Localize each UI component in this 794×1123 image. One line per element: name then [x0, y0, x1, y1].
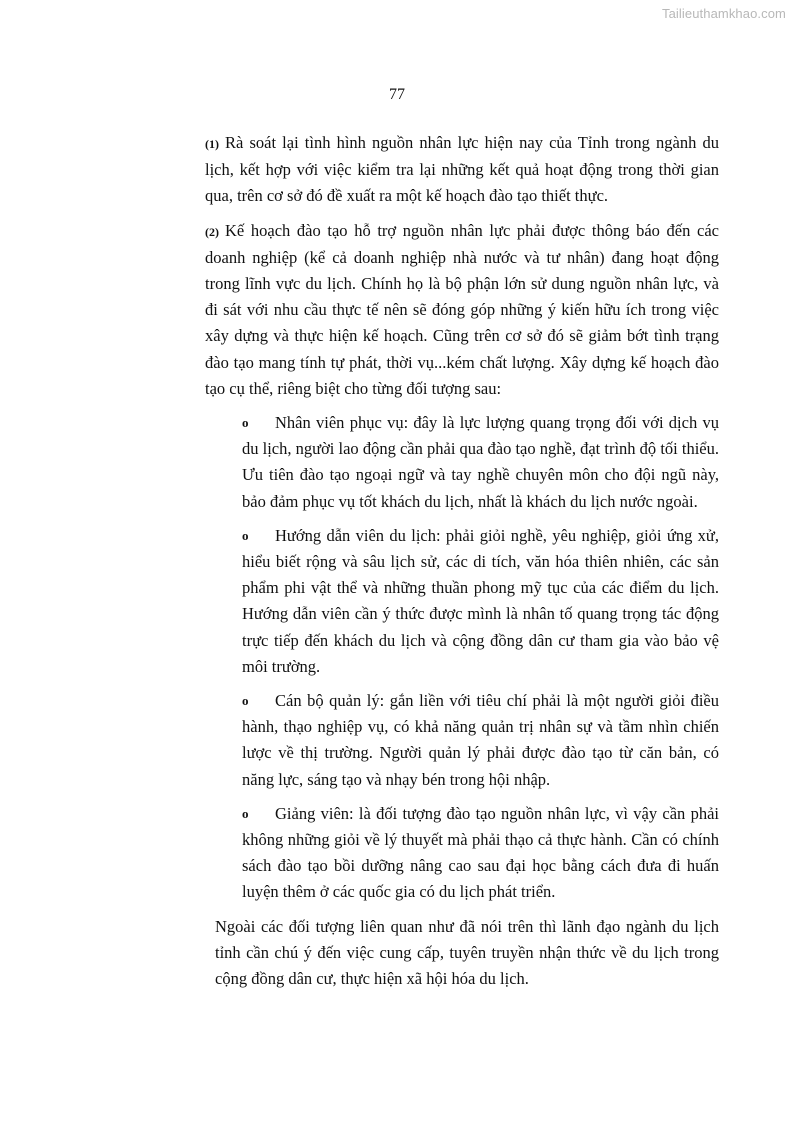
document-body [205, 130, 719, 992]
paragraph-number: (1) [205, 137, 219, 151]
circle-bullet-icon: o [242, 693, 249, 709]
list-item-text: Hướng dẫn viên du lịch: phải giỏi nghề, yêu nghiệp, giỏi ứng xử, hiểu biết rộng và sâu lịch sử, các di tích, văn hóa thiên nhiên, các sản phẩm phi vật thể và những thuần phong mỹ tục của các điểm du lịch. Hướng dẫn viên cần ý thức được mình là nhân tố quang trọng tác động trực tiếp đến khách du lịch và cộng đồng dân cư tham gia vào bảo vệ môi trường. [242, 525, 719, 676]
list-item [205, 688, 719, 793]
circle-bullet-icon: o [242, 805, 249, 821]
list-item-text: Cán bộ quản lý: gắn liền với tiêu chí phải là một người giỏi điều hành, thạo nghiệp vụ, có khả năng quản trị nhân sự và tầm nhìn chiến lược về thị trường. Người quản lý phải được đào tạo từ căn bản, có năng lực, sáng tạo và nhạy bén trong hội nhập. [242, 691, 719, 789]
paragraph-1 [205, 130, 719, 210]
list-item-text: Giảng viên: là đối tượng đào tạo nguồn nhân lực, vì vậy cần phải không những giỏi về lý thuyết mà phải thạo cả thực hành. Cần có chính sách đào tạo bồi dưỡng nâng cao sau đại học bằng cách đưa đi huấn luyện thêm ở các quốc gia có du lịch phát triển. [242, 803, 719, 902]
list-item [205, 801, 719, 906]
list-item [205, 410, 719, 515]
paragraph-number: (2) [205, 224, 219, 239]
watermark: Tailieuthamkhao.com [661, 6, 786, 21]
circle-bullet-icon: o [242, 527, 249, 543]
page-number: 77 [389, 86, 405, 103]
bullet-list [205, 410, 719, 906]
circle-bullet-icon: o [242, 415, 249, 431]
closing-paragraph: Ngoài các đối tượng liên quan như đã nói trên thì lãnh đạo ngành du lịch tỉnh cần chú ý đến việc cung cấp, tuyên truyền nhận thức về du lịch trong cộng đồng dân cư, thực hiện xã hội hóa du lịch. [215, 916, 719, 989]
paragraph-text: Kế hoạch đào tạo hỗ trợ nguồn nhân lực phải được thông báo đến các doanh nghiệp (kể cả doanh nghiệp nhà nước và tư nhân) đang hoạt động trong lĩnh vực du lịch. Chính họ là bộ phận lớn sử dung nguồn nhân lực, và đi sát với nhu cầu thực tế nên sẽ đóng góp những ý kiến hữu ích trong việc xây dựng và thực hiện kế hoạch. Cũng trên cơ sở đó sẽ giảm bớt tình trạng đào tạo mang tính tự phát, thời vụ...kém chất lượng. Xây dựng kế hoạch đào tạo cụ thể, riêng biệt cho từng đối tượng sau: [205, 220, 719, 398]
list-item-text: Nhân viên phục vụ: đây là lực lượng quang trọng đối với dịch vụ du lịch, người lao động cần phải qua đào tạo nghề, đạt trình độ tối thiểu. Ưu tiên đào tạo ngoại ngữ và tay nghề chuyên môn cho đội ngũ này, bảo đảm phục vụ tốt khách du lịch, nhất là khách du lịch nước ngoài. [242, 413, 719, 511]
paragraph-text: Rà soát lại tình hình nguồn nhân lực hiện nay của Tỉnh trong ngành du lịch, kết hợp với việc kiểm tra lại những kết quả hoạt động trong thời gian qua, trên cơ sở đó đề xuất ra một kế hoạch đào tạo thiết thực. [205, 133, 719, 206]
list-item [205, 523, 719, 680]
paragraph-2 [205, 218, 719, 402]
